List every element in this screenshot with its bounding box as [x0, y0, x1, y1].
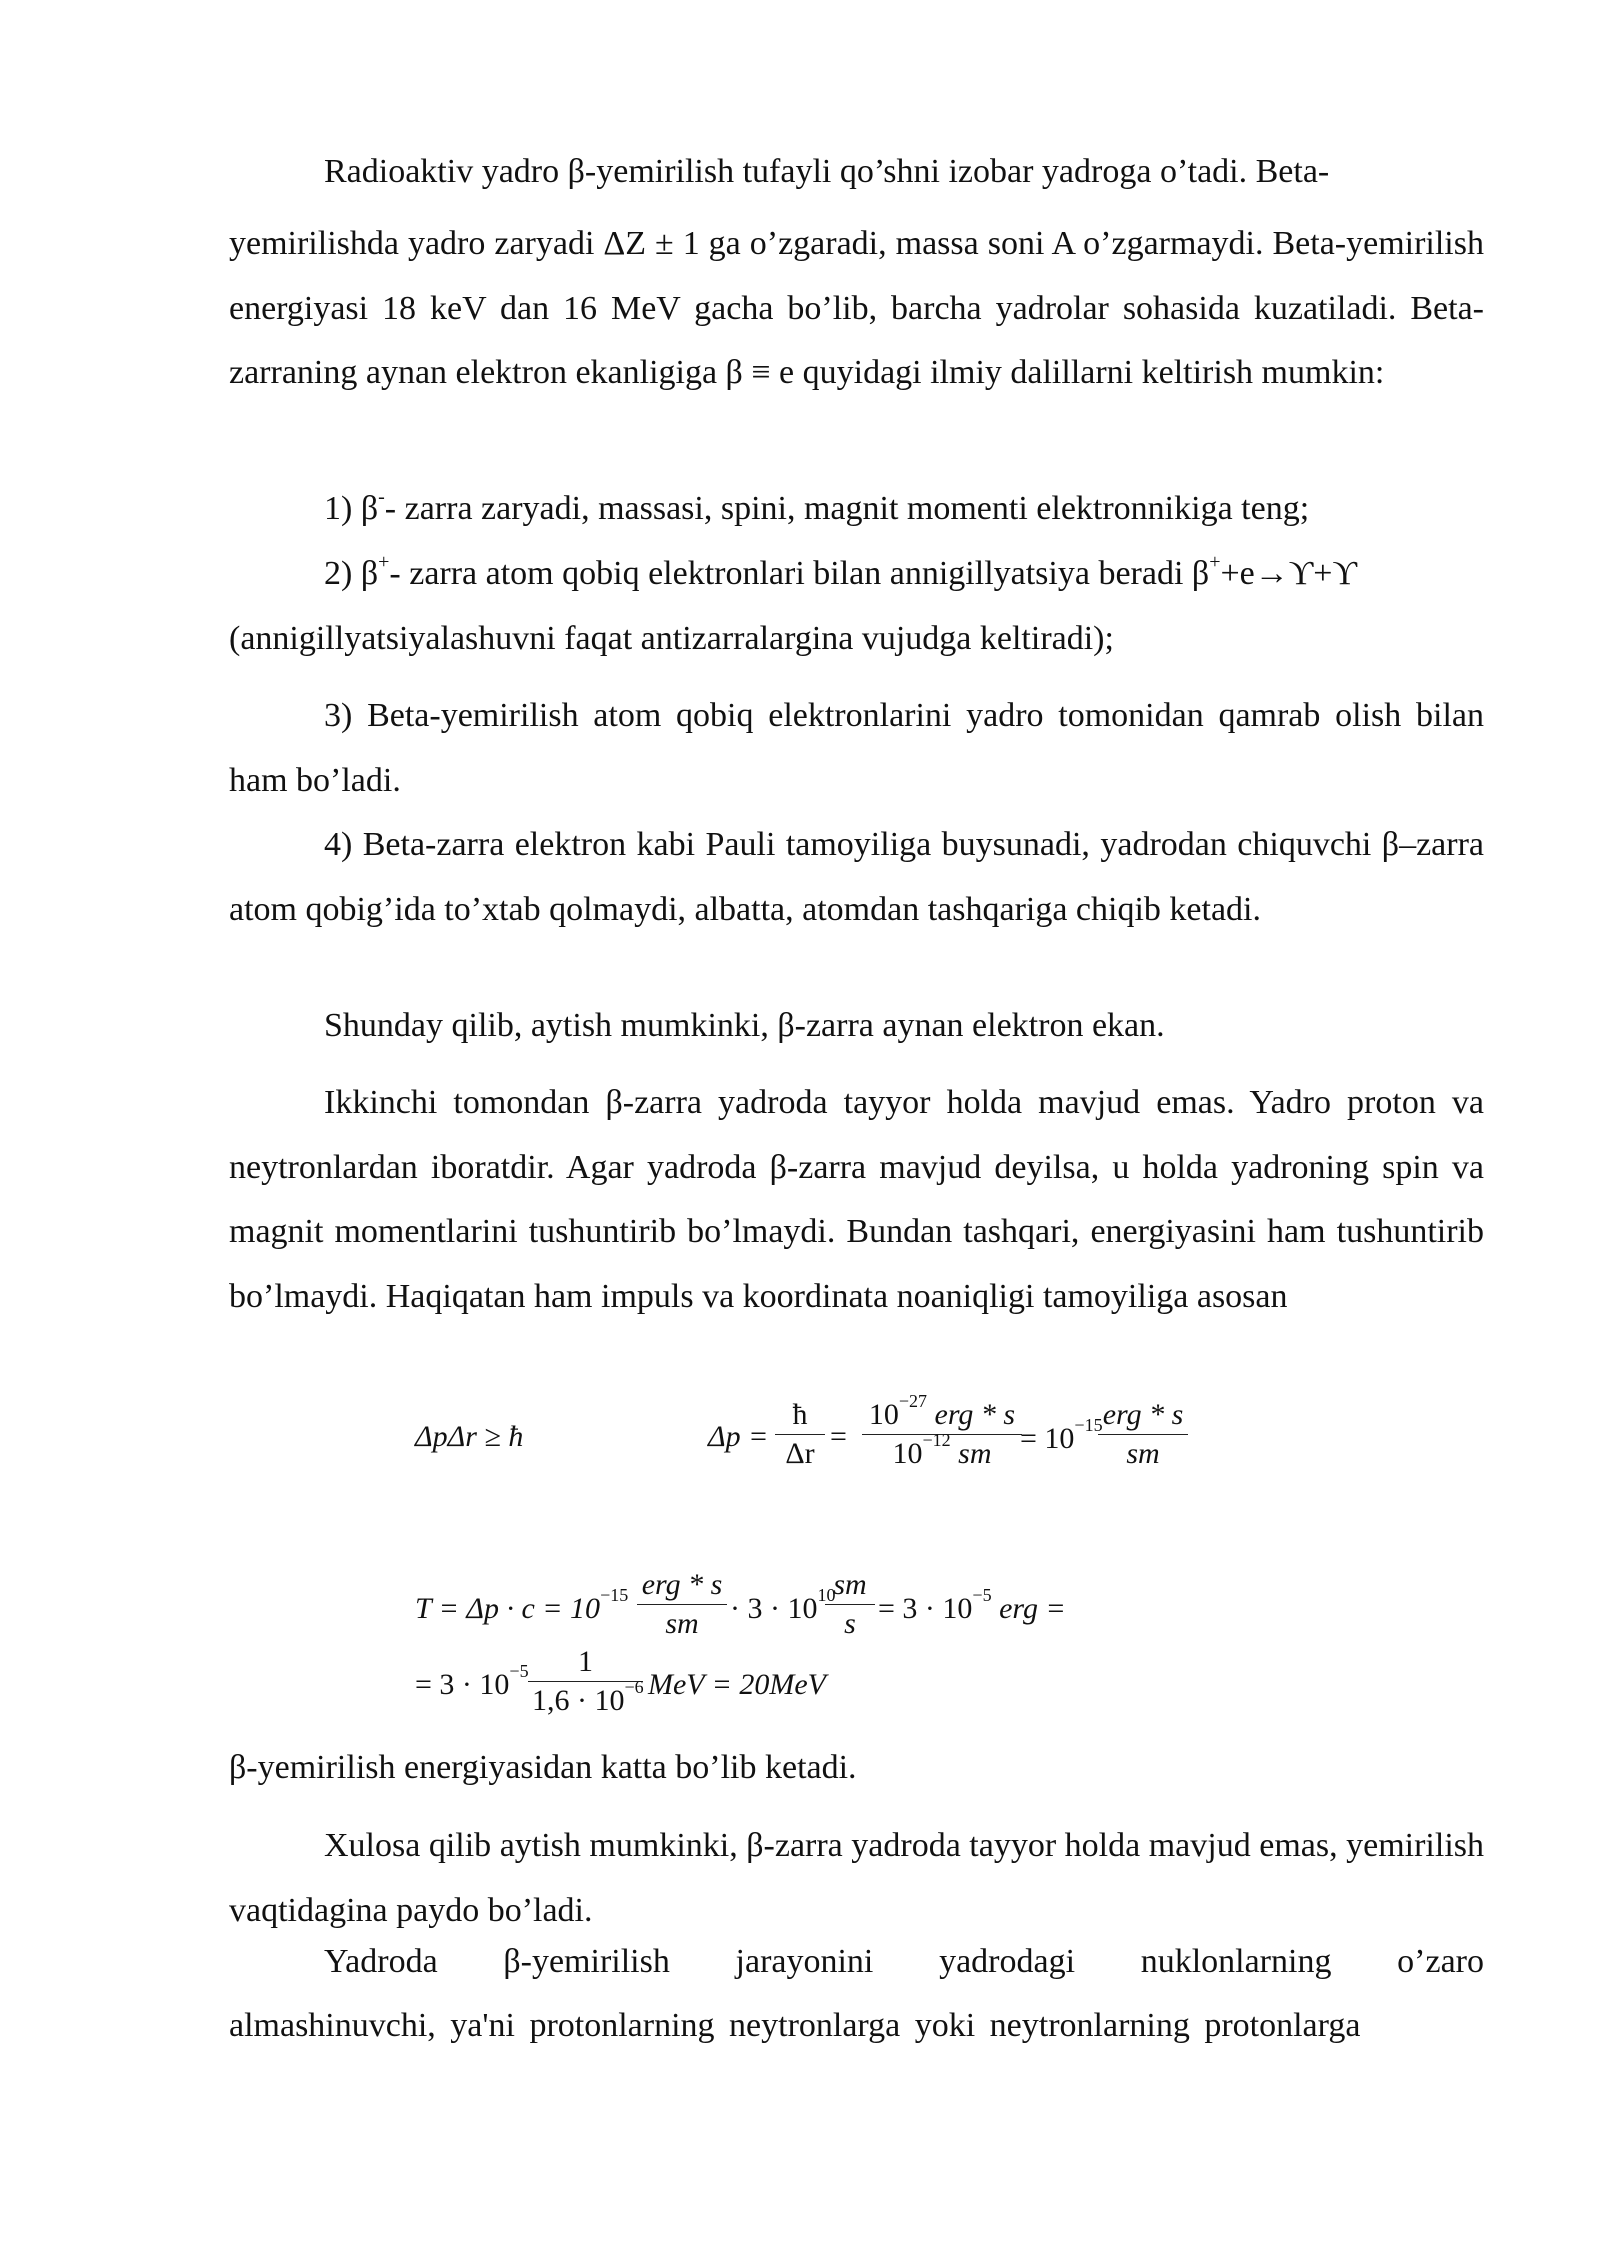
denominator: sm [1126, 1437, 1160, 1470]
paragraph-text: almashinuvchi, ya'ni protonlarning neytronlarga yoki neytronlarning protonlarga [229, 2007, 1361, 2044]
base: 10 [892, 1437, 923, 1470]
numerator [862, 1391, 1022, 1432]
energy-equation-lhs [415, 1585, 629, 1626]
fraction-bar [637, 1604, 727, 1605]
paragraph-last-line-1 [324, 1943, 1484, 1981]
numerator: ħ [792, 1398, 808, 1431]
fraction-erg-s-over-sm [862, 1391, 1022, 1471]
fraction-unit [1098, 1398, 1188, 1471]
exponent: −6 [624, 1677, 644, 1697]
momentum-equation-lhs [708, 1420, 768, 1454]
formula-text: MeV = 20MeV [648, 1668, 826, 1701]
word: nuklonlarning [1140, 1943, 1332, 1980]
denominator: sm [665, 1607, 699, 1640]
list-item-4: 4) Beta-zarra elektron kabi Pauli tamoyiliga buysunadi, yadrodan chiquvchi β–zarra atom qobig’ida to’xtab qolmaydi, albatta, atomdan tashqariga chiqib ketadi. [229, 826, 1484, 928]
numerator: sm [833, 1568, 867, 1601]
paragraph-last-line-2 [229, 2007, 1484, 2045]
energy-conversion-rhs [648, 1668, 826, 1702]
numerator: 1 [578, 1645, 593, 1678]
superscript: - [378, 485, 385, 508]
unit: erg = [999, 1592, 1066, 1625]
exponent: −27 [898, 1391, 928, 1411]
formula-text: · 3 · 10 [730, 1592, 818, 1625]
denominator: s [844, 1607, 856, 1640]
exponent: 10 [817, 1585, 836, 1605]
list-item-3: 3) Beta-yemirilish atom qobiq elektronlarini yadro tomonidan qamrab olish bilan ham bo’ladi. [229, 697, 1484, 799]
list-item-2-continuation: (annigillyatsiyalashuvni faqat antizarralargina vujudga keltiradi); [229, 620, 1114, 657]
denominator: Δr [785, 1437, 815, 1470]
paragraph-1-body: yemirilishda yadro zaryadi ΔZ ± 1 ga o’zgaradi, massa soni A o’zgarmaydi. Beta-yemirilish energiyasi 18 keV dan 16 MeV gacha bo’lib, barcha yadrolar sohasida kuzatiladi. Beta-zarraning aynan elektron ekanligiga β ≡ e quyidagi ilmiy dalillarni keltirish mumkin: [229, 225, 1484, 391]
formula-text: = 10 [1020, 1422, 1075, 1455]
paragraph-second-side: Ikkinchi tomondan β-zarra yadroda tayyor holda mavjud emas. Yadro proton va neytronlardan iboratdir. Agar yadroda β-zarra mavjud deyilsa, u holda yadroning spin va magnit momentlarini tushuntirib bo’lmaydi. Bundan tashqari, energiyasini ham tushuntirib bo’lmaydi. Haqiqatan ham impuls va koordinata noaniqligi tamoyiliga asosan [229, 1084, 1484, 1315]
exponent: −5 [972, 1585, 992, 1605]
fraction-erg-s-sm [637, 1568, 727, 1641]
paragraph-text: Radioaktiv yadro β-yemirilish tufayli qo’shni izobar yadroga o’tadi. Beta- [324, 153, 1330, 190]
exponent: −15 [1074, 1415, 1103, 1435]
base: 1,6 · 10 [532, 1684, 625, 1717]
fraction-bar [1098, 1434, 1188, 1435]
energy-equation-mid [730, 1585, 836, 1626]
momentum-result [1020, 1415, 1103, 1456]
word: o’zaro [1397, 1943, 1484, 1980]
denominator [528, 1677, 644, 1718]
fraction-one-over [528, 1645, 643, 1718]
fraction-bar [825, 1604, 875, 1605]
unit: sm [958, 1437, 992, 1470]
exponent: −5 [509, 1661, 529, 1681]
formula-text: Δp = [708, 1420, 769, 1453]
list-item-2 [324, 550, 1484, 593]
formula-text: T = Δp · c = 10 [415, 1592, 601, 1625]
unit: erg * s [934, 1398, 1016, 1431]
numerator: erg * s [1102, 1398, 1184, 1431]
numerator: erg * s [641, 1568, 723, 1601]
formula-text: = 3 · 10 [878, 1592, 973, 1625]
annihilation-formula: +e→ϒ+ϒ [1220, 555, 1358, 592]
item-2-prefix: 2) β [324, 555, 379, 592]
paragraph-1-first-line [324, 153, 1329, 191]
paragraph-beta-energy: β-yemirilish energiyasidan katta bo’lib ketadi. [229, 1749, 857, 1786]
paragraph-conclusion: Shunday qilib, aytish mumkinki, β-zarra aynan elektron ekan. [324, 1007, 1165, 1044]
fraction-bar [775, 1434, 825, 1435]
superscript: + [378, 550, 390, 573]
item-2-line [324, 550, 1358, 593]
item-1-prefix: 1) β [324, 490, 379, 527]
list-item-1 [324, 485, 1310, 528]
item-2-text: - zarra atom qobiq elektronlari bilan annigillyatsiya beradi β [389, 555, 1210, 592]
fraction-hbar-over-dr [775, 1398, 825, 1471]
formula-text: = 3 · 10 [415, 1668, 510, 1701]
word: jarayonini [735, 1943, 874, 1980]
fraction-sm-s [825, 1568, 875, 1641]
word: β-yemirilish [503, 1943, 670, 1980]
paragraph-conclusion-2: Xulosa qilib aytish mumkinki, β-zarra yadroda tayyor holda mavjud emas, yemirilish vaqtidagina paydo bo’ladi. [229, 1827, 1484, 1929]
energy-conversion-lhs [415, 1661, 529, 1702]
word: yadrodagi [939, 1943, 1076, 1980]
item-1-text: - zarra zaryadi, massasi, spini, magnit momenti elektronnikiga teng; [384, 490, 1310, 527]
uncertainty-relation [415, 1420, 523, 1454]
energy-equation-rhs [878, 1585, 1066, 1626]
base: 10 [868, 1398, 899, 1431]
exponent: −12 [922, 1430, 951, 1450]
superscript: + [1209, 550, 1221, 573]
word: Yadroda [324, 1943, 438, 1980]
denominator [862, 1430, 1022, 1471]
formula-text: ΔpΔr ≥ ħ [415, 1420, 524, 1453]
exponent: −15 [600, 1585, 629, 1605]
equals-sign: = [830, 1420, 847, 1453]
